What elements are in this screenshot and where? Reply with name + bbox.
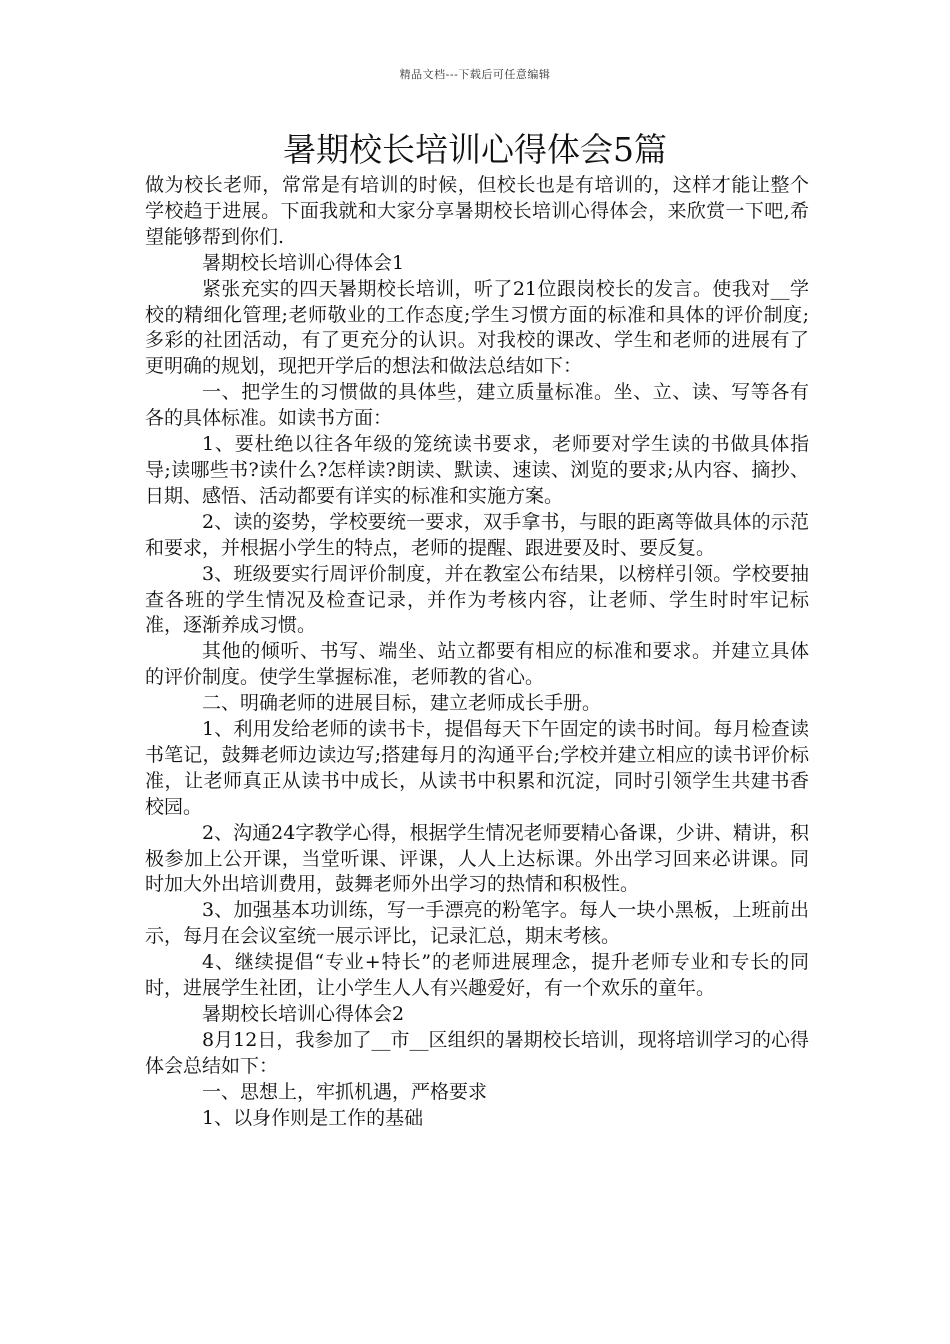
paragraph: 2、沟通24字教学心得，根据学生情况老师要精心备课，少讲、精讲，积极参加上公开课，当堂听课、评课，人人上达标课。外出学习回来必讲课。同时加大外出培训费用，鼓舞老师外出学习的热情和积极性。 [145,821,809,896]
page-header-note: 精品文档---下载后可任意编辑 [399,68,551,81]
paragraph: 1、以身作则是工作的基础 [202,1106,424,1129]
paragraph: 其他的倾听、书写、端坐、站立都要有相应的标准和要求。并建立具体的评价制度。使学生掌握标准，老师教的省心。 [145,640,809,689]
paragraph-intro: 做为校长老师，常常是有培训的时候，但校长也是有培训的，这样才能让整个学校趋于进展。下面我就和大家分享暑期校长培训心得体会，来欣赏一下吧,希望能够帮到你们. [145,174,809,248]
paragraph: 一、思想上，牢抓机遇，严格要求 [202,1080,488,1103]
paragraph: 1、利用发给老师的读书卡，提倡每天下午固定的读书时间。每月检查读书笔记，鼓舞老师边读边写;搭建每月的沟通平台;学校并建立相应的读书评价标准，让老师真正从读书中成长，从读书中积累和沉淀，同时引领学生共建书香校园。 [145,718,809,818]
paragraph: 一、把学生的习惯做的具体些，建立质量标准。坐、立、读、写等各有各的具体标准。如读书方面： [145,381,809,430]
document-title: 暑期校长培训心得体会5篇 [283,130,667,169]
paragraph: 4、继续提倡“专业+特长”的老师进展理念，提升老师专业和专长的同时，进展学生社团，让小学生人人有兴趣爱好，有一个欢乐的童年。 [145,951,809,1000]
paragraph: 3、班级要实行周评价制度，并在教室公布结果，以榜样引领。学校要抽查各班的学生情况及检查记录，并作为考核内容，让老师、学生时时牢记标准，逐渐养成习惯。 [145,562,809,637]
document-body [145,173,809,1132]
paragraph: 1、要杜绝以往各年级的笼统读书要求，老师要对学生读的书做具体指导;读哪些书?读什么?怎样读?朗读、默读、速读、浏览的要求;从内容、摘抄、日期、感悟、活动都要有详实的标准和实施方案。 [145,433,809,507]
section-heading-1: 暑期校长培训心得体会1 [202,251,405,274]
paragraph: 3、加强基本功训练，写一手漂亮的粉笔字。每人一块小黑板，上班前出示，每月在会议室统一展示评比，记录汇总，期末考核。 [145,899,809,948]
paragraph: 2、读的姿势，学校要统一要求，双手拿书，与眼的距离等做具体的示范和要求，并根据小学生的特点，老师的提醒、跟进要及时、要反复。 [145,510,809,559]
paragraph: 8月12日，我参加了__市__区组织的暑期校长培训，现将培训学习的心得体会总结如下： [145,1028,809,1077]
section-heading-2: 暑期校长培训心得体会2 [202,1003,405,1025]
paragraph: 紧张充实的四天暑期校长培训，听了21位跟岗校长的发言。使我对__学校的精细化管理;老师敬业的工作态度;学生习惯方面的标准和具体的评价制度;多彩的社团活动，有了更充分的认识。对我校的课改、学生和老师的进展有了更明确的规划，现把开学后的想法和做法总结如下： [145,277,809,378]
paragraph: 二、明确老师的进展目标，建立老师成长手册。 [202,692,602,715]
